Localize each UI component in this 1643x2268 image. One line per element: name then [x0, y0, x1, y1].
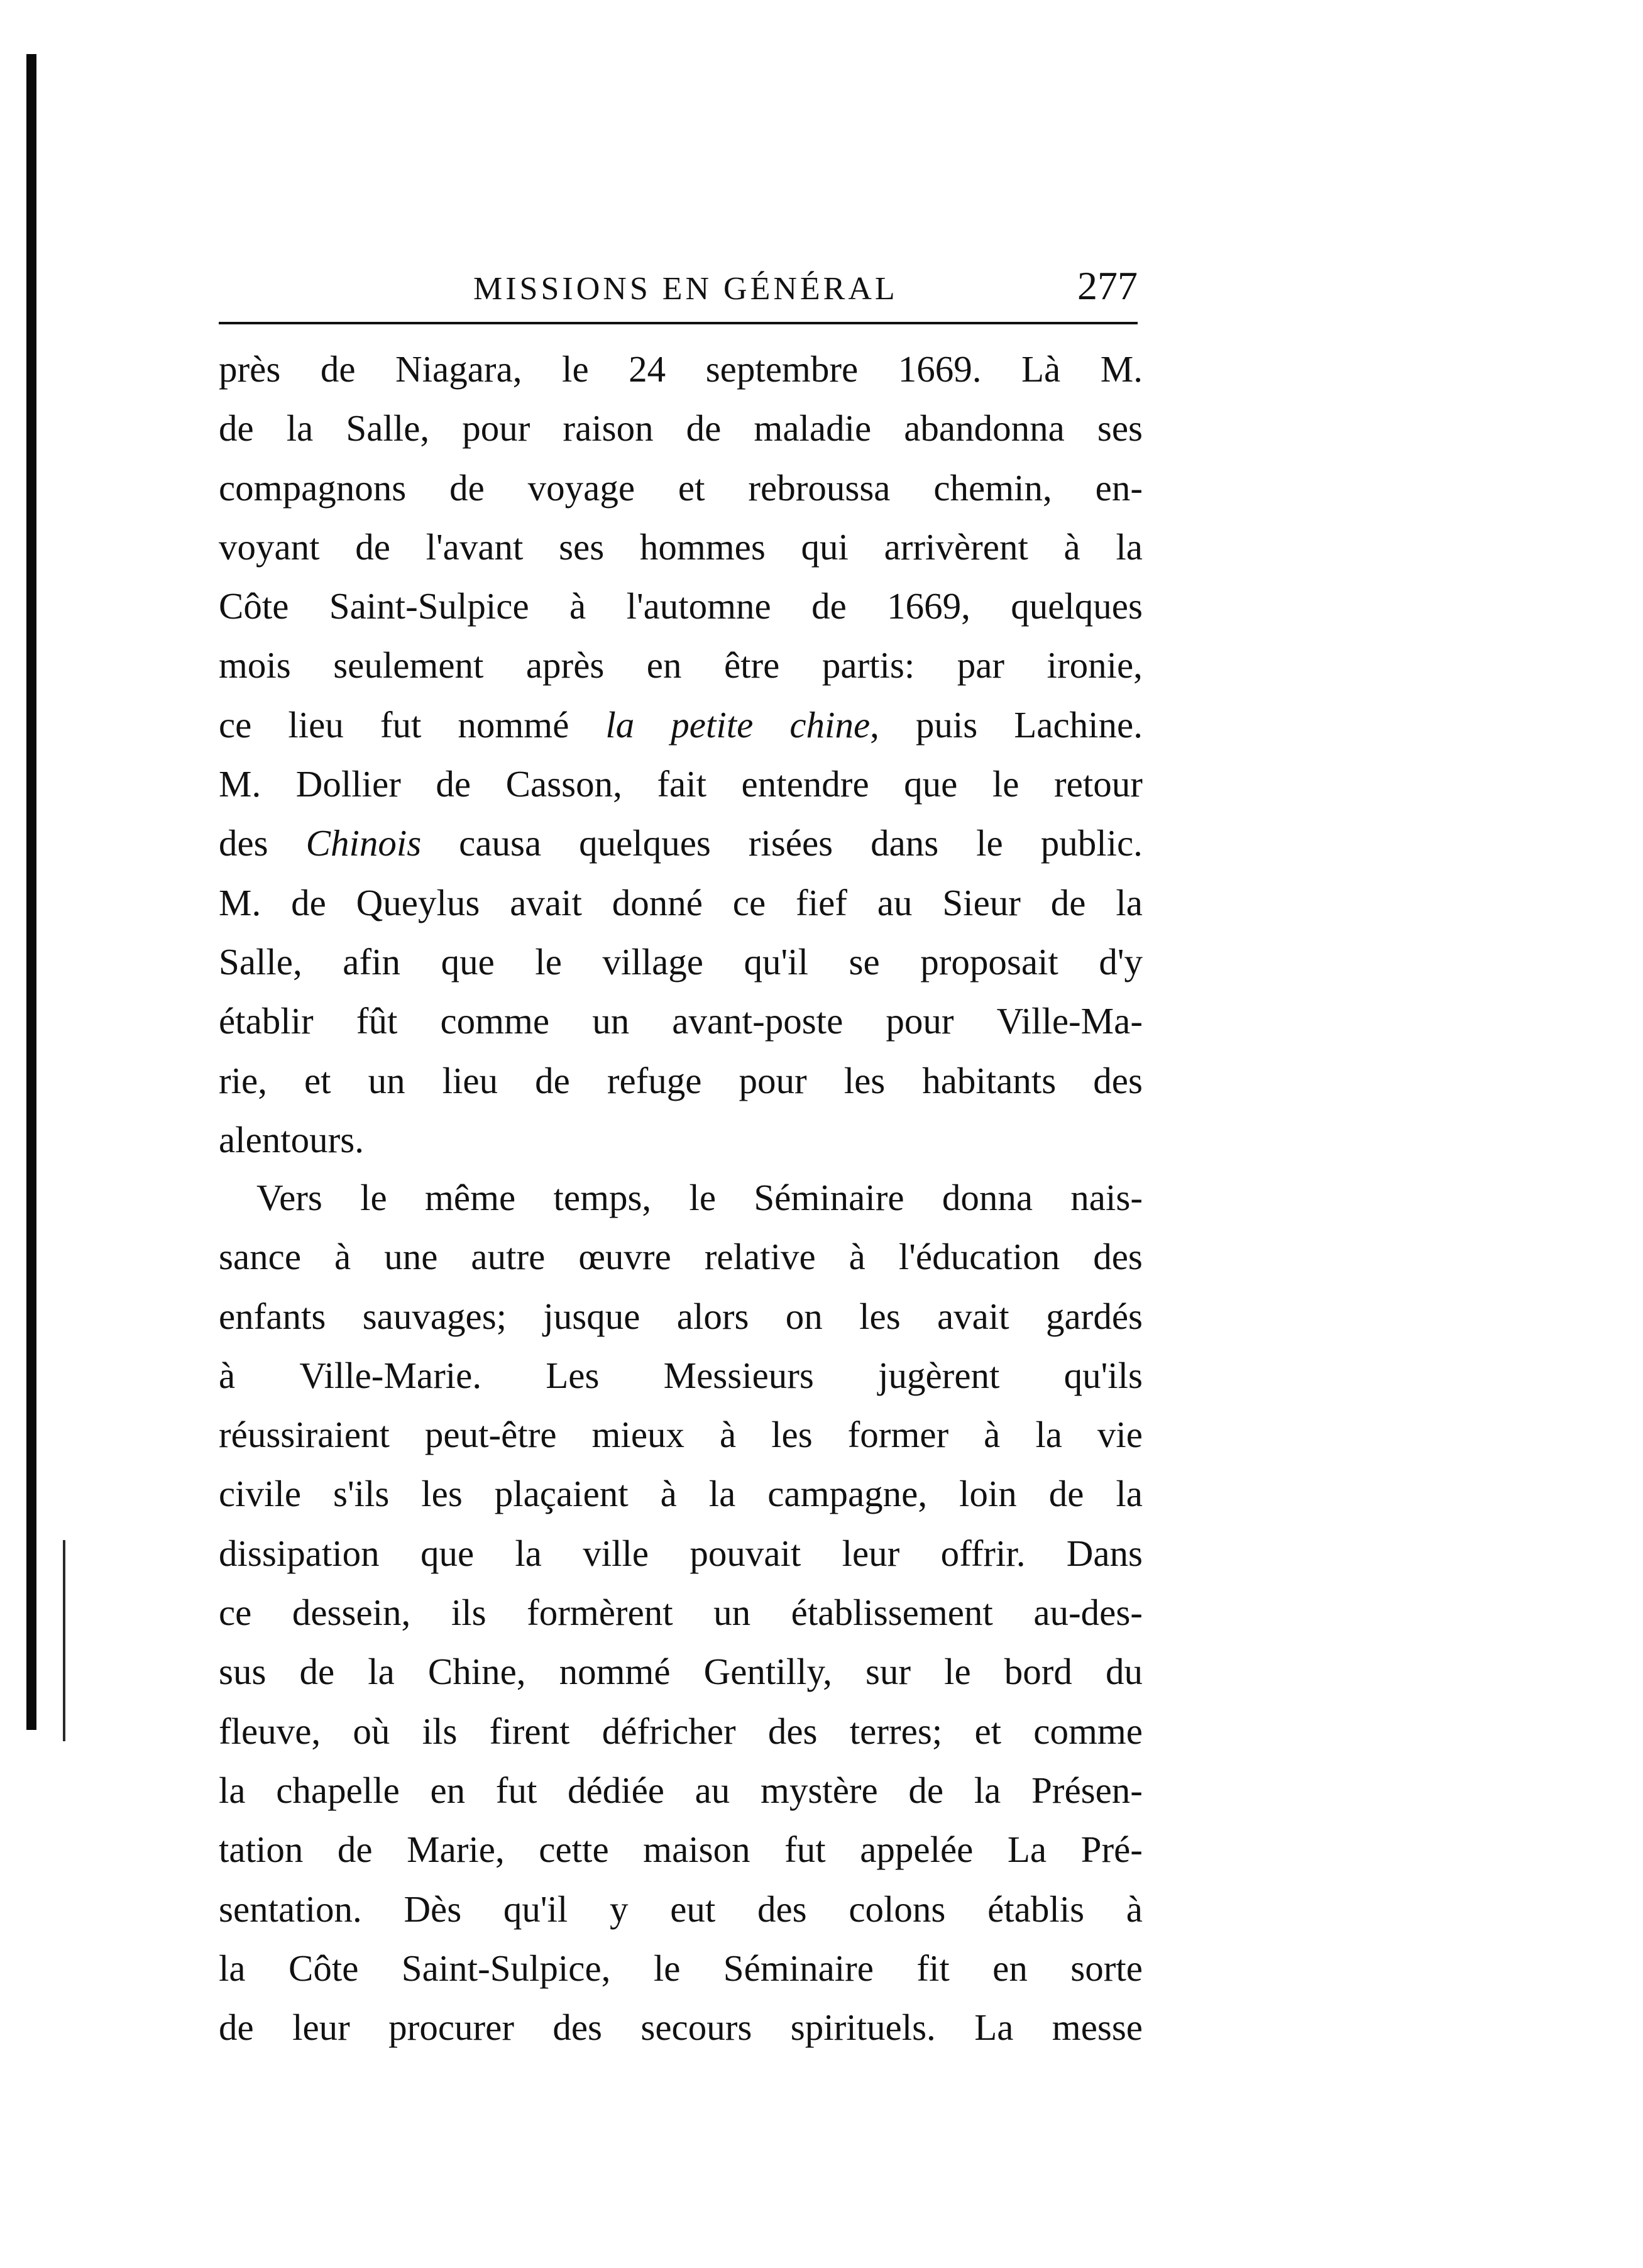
word: du: [1105, 1651, 1143, 1693]
word: la: [1116, 881, 1143, 923]
word: des: [552, 2007, 603, 2049]
word: former: [847, 1414, 949, 1456]
word: au-des-: [1033, 1592, 1143, 1634]
italic-text: petite: [671, 703, 754, 746]
word: chapelle: [276, 1769, 400, 1811]
word: de: [320, 348, 356, 390]
word: de: [219, 2007, 254, 2049]
paragraph-1: [219, 339, 1143, 1169]
word: le: [689, 1177, 717, 1218]
word: sance: [219, 1236, 302, 1278]
word: la: [1035, 1414, 1062, 1456]
word: 24: [629, 348, 666, 390]
word: à: [334, 1236, 351, 1278]
scan-edge-line: [63, 1540, 65, 1741]
word: tation: [219, 1829, 304, 1871]
word: chine,: [789, 703, 879, 746]
word: à: [849, 1236, 865, 1278]
word: loin: [959, 1473, 1017, 1515]
word: des: [1093, 1236, 1143, 1278]
word: le: [976, 822, 1003, 864]
word: Dans: [1066, 1532, 1143, 1574]
word: nommé: [559, 1651, 671, 1693]
word: les: [771, 1414, 813, 1456]
word: de: [291, 881, 326, 923]
word: puis: [915, 703, 978, 746]
word: fut: [495, 1769, 537, 1811]
word: leur: [842, 1532, 900, 1574]
word: habitants: [922, 1059, 1057, 1101]
word: rie,: [219, 1059, 267, 1101]
word: ses: [1097, 407, 1143, 449]
word: de: [337, 1829, 373, 1871]
word: de: [811, 585, 847, 627]
word: vie: [1097, 1414, 1143, 1456]
word: ce: [219, 1592, 252, 1634]
word: des: [757, 1888, 807, 1930]
word: pour: [739, 1059, 807, 1101]
word: M.: [1100, 348, 1143, 390]
word: peut-être: [424, 1414, 557, 1456]
word: ce: [219, 703, 252, 746]
word: à: [1126, 1888, 1143, 1930]
word: établissement: [791, 1592, 993, 1634]
word: qu'il: [503, 1888, 568, 1930]
word: au: [695, 1769, 730, 1811]
word: compagnons: [219, 466, 407, 509]
word: de: [299, 1651, 335, 1693]
word: la: [1116, 526, 1143, 568]
word: civile: [219, 1473, 302, 1515]
word: réussiraient: [219, 1414, 390, 1456]
word: des: [1093, 1059, 1143, 1101]
word: défricher: [602, 1710, 736, 1752]
word: établir: [219, 1000, 314, 1042]
word: gardés: [1046, 1295, 1143, 1337]
word: arrivèrent: [884, 526, 1028, 568]
word: Niagara,: [395, 348, 522, 390]
italic-text: Chinois: [305, 822, 422, 864]
word: Présen-: [1031, 1769, 1143, 1811]
text-line: [219, 339, 1143, 399]
word: Séminaire: [723, 1947, 874, 1989]
word: le: [360, 1177, 387, 1218]
word: près: [219, 348, 281, 390]
word: Queylus: [356, 881, 480, 923]
word: fût: [356, 1000, 398, 1042]
word: les: [859, 1295, 901, 1337]
word: une: [384, 1236, 438, 1278]
word: l'automne: [626, 585, 771, 627]
word: ils: [422, 1710, 458, 1752]
word: un: [592, 1000, 630, 1042]
word: fleuve,: [219, 1710, 321, 1752]
word: voyant: [219, 526, 320, 568]
word: le: [562, 348, 589, 390]
word: la: [708, 1473, 736, 1515]
word: leur: [292, 2007, 350, 2049]
word: sauvages;: [362, 1295, 507, 1337]
word: alors: [676, 1295, 749, 1337]
word: à: [569, 585, 586, 627]
text-line: [219, 813, 1143, 873]
word: de: [1050, 881, 1086, 923]
word: plaçaient: [494, 1473, 629, 1515]
word: partis:: [822, 644, 915, 686]
word: de: [436, 763, 471, 805]
word: que: [441, 940, 495, 983]
word: dans: [871, 822, 939, 864]
word: fief: [796, 881, 847, 923]
word: s'ils: [332, 1473, 390, 1515]
word: rebroussa: [748, 466, 891, 509]
word: Chine,: [427, 1651, 526, 1693]
word: bord: [1004, 1651, 1072, 1693]
word: La: [974, 2007, 1014, 2049]
text-line: [219, 1346, 1143, 1405]
word: même: [425, 1177, 516, 1218]
text-line: [219, 1642, 1143, 1701]
word: dessein,: [292, 1592, 411, 1634]
running-head: [219, 255, 1138, 317]
word: chemin,: [933, 466, 1052, 509]
word: la: [974, 1769, 1001, 1811]
word: lieu: [442, 1059, 498, 1101]
word: Casson,: [505, 763, 622, 805]
word: d'y: [1099, 940, 1143, 983]
text-line: [219, 1820, 1143, 1879]
italic-text: chine: [789, 703, 871, 746]
word: Vers: [256, 1177, 322, 1218]
text-line: [219, 991, 1143, 1050]
word: le: [535, 940, 562, 983]
word: M.: [219, 881, 261, 923]
word: fit: [916, 1947, 950, 1989]
word: pouvait: [690, 1532, 801, 1574]
word: M.: [219, 763, 261, 805]
word: se: [849, 940, 880, 983]
word: en: [646, 644, 682, 686]
word: Saint-Sulpice,: [401, 1947, 611, 1989]
text-line: [219, 1051, 1143, 1110]
word: Messieurs: [663, 1354, 814, 1396]
word: Dollier: [295, 763, 401, 805]
word: qu'il: [744, 940, 808, 983]
word: qui: [801, 526, 849, 568]
word: de: [355, 526, 390, 568]
word: public.: [1040, 822, 1143, 864]
word: la: [368, 1651, 395, 1693]
word: le: [944, 1651, 971, 1693]
word: firent: [489, 1710, 570, 1752]
word: dissipation: [219, 1532, 380, 1574]
word: offrir.: [940, 1532, 1026, 1574]
word: la: [219, 1769, 246, 1811]
word: sentation.: [219, 1888, 362, 1930]
word: la: [286, 407, 314, 449]
word: fut: [784, 1829, 826, 1871]
word: de: [219, 407, 254, 449]
word: Saint-Sulpice: [329, 585, 529, 627]
word: Lachine.: [1014, 703, 1143, 746]
text-line: [219, 695, 1143, 754]
word: on: [785, 1295, 823, 1337]
text-line: [219, 636, 1143, 695]
word: refuge: [607, 1059, 702, 1101]
word: de: [449, 466, 485, 509]
word: hommes: [639, 526, 766, 568]
word: la: [219, 1947, 246, 1989]
word: Côte: [288, 1947, 359, 1989]
word: quelques: [579, 822, 711, 864]
paragraph-2: [219, 1168, 1143, 2057]
word: au: [877, 881, 913, 923]
word: de: [908, 1769, 944, 1811]
word: terres;: [849, 1710, 943, 1752]
word: Dès: [404, 1888, 462, 1930]
word: enfants: [219, 1295, 326, 1337]
text-line: [219, 1227, 1143, 1286]
text-line: [219, 576, 1143, 636]
word: sur: [865, 1651, 911, 1693]
word: afin: [343, 940, 401, 983]
word: mystère: [760, 1769, 878, 1811]
word: Salle,: [219, 940, 302, 983]
word: Sieur: [942, 881, 1021, 923]
word: des: [219, 822, 268, 864]
word: Les: [546, 1354, 600, 1396]
text-line: [219, 1464, 1143, 1523]
word: l'éducation: [898, 1236, 1060, 1278]
word: pour: [462, 407, 530, 449]
text-line: [219, 1287, 1143, 1346]
word: Là: [1021, 348, 1061, 390]
word: comme: [1033, 1710, 1143, 1752]
word: où: [353, 1710, 390, 1752]
word: à: [219, 1354, 236, 1396]
word: temps,: [553, 1177, 652, 1218]
word: eut: [670, 1888, 716, 1930]
word: que: [420, 1532, 475, 1574]
text-line: [219, 1761, 1143, 1820]
word: le: [992, 763, 1019, 805]
word: à: [660, 1473, 677, 1515]
text-line: [219, 1583, 1143, 1642]
word: Ville-Ma-: [996, 1000, 1143, 1042]
word: Séminaire: [754, 1177, 904, 1218]
word: après: [525, 644, 605, 686]
word: avant-poste: [672, 1000, 843, 1042]
word: cette: [539, 1829, 609, 1871]
word: à: [719, 1414, 737, 1456]
word: secours: [640, 2007, 752, 2049]
word: appelée: [860, 1829, 974, 1871]
word: pour: [886, 1000, 954, 1042]
word: risées: [748, 822, 833, 864]
word: voyage: [527, 466, 635, 509]
word: 1669.: [898, 348, 982, 390]
word: dédiée: [568, 1769, 664, 1811]
word: messe: [1052, 2007, 1143, 2049]
word: maison: [643, 1829, 750, 1871]
word: Gentilly,: [703, 1651, 832, 1693]
word: seulement: [333, 644, 484, 686]
text-line: [219, 754, 1143, 813]
word: Ville-Marie.: [299, 1354, 482, 1396]
word: les: [421, 1473, 463, 1515]
word: y: [610, 1888, 629, 1930]
word: en: [992, 1947, 1028, 1989]
word: nommé: [458, 703, 569, 746]
word: de: [1048, 1473, 1084, 1515]
word: la: [515, 1532, 542, 1574]
word: être: [723, 644, 780, 686]
word: raison: [563, 407, 654, 449]
word: colons: [849, 1888, 946, 1930]
word: Pré-: [1080, 1829, 1143, 1871]
word: Salle,: [346, 407, 430, 449]
word: des: [767, 1710, 818, 1752]
word: ses: [559, 526, 605, 568]
word: comme: [440, 1000, 550, 1042]
word: formèrent: [527, 1592, 673, 1634]
word: donné: [612, 881, 703, 923]
word: [306, 813, 422, 873]
word: par: [957, 644, 1005, 686]
word: nais-: [1070, 1177, 1143, 1218]
word: jusque: [543, 1295, 640, 1337]
word: de: [686, 407, 722, 449]
text-line: [219, 517, 1143, 576]
running-title: MISSIONS EN GÉNÉRAL: [473, 271, 898, 307]
word: autre: [471, 1236, 546, 1278]
word: qu'ils: [1063, 1354, 1143, 1396]
word: sus: [219, 1651, 267, 1693]
word: établis: [987, 1888, 1085, 1930]
word: ce: [732, 881, 766, 923]
word: mois: [219, 644, 291, 686]
text-line: [219, 1168, 1143, 1227]
word: œuvre: [578, 1236, 671, 1278]
scan-edge-bar: [26, 54, 36, 1730]
word: Côte: [219, 585, 289, 627]
word: lieu: [288, 703, 344, 746]
word: quelques: [1011, 585, 1143, 627]
word: l'avant: [426, 526, 524, 568]
word: un: [368, 1059, 405, 1101]
word: fut: [380, 703, 422, 746]
word: avait: [510, 881, 582, 923]
text-line: [219, 1939, 1143, 1998]
word: ironie,: [1047, 644, 1143, 686]
word: retour: [1054, 763, 1143, 805]
word: les: [843, 1059, 886, 1101]
word: à: [1063, 526, 1080, 568]
word: à: [984, 1414, 1001, 1456]
word: donna: [942, 1177, 1033, 1218]
text-line: [219, 399, 1143, 458]
word: fait: [657, 763, 706, 805]
word: sorte: [1070, 1947, 1143, 1989]
text-line: [219, 1524, 1143, 1583]
word: proposait: [920, 940, 1058, 983]
word: jugèrent: [878, 1354, 1000, 1396]
word: avait: [937, 1295, 1009, 1337]
word: ils: [451, 1592, 486, 1634]
word: La: [1007, 1829, 1047, 1871]
word: et: [304, 1059, 331, 1101]
word: Marie,: [407, 1829, 505, 1871]
text-line: [219, 1110, 1143, 1169]
word: [605, 695, 634, 754]
word: que: [904, 763, 958, 805]
word: en-: [1095, 466, 1143, 509]
text-line: [219, 1998, 1143, 2057]
word: village: [602, 940, 703, 983]
word: causa: [459, 822, 542, 864]
page-number: 277: [1077, 263, 1138, 308]
word: mieux: [591, 1414, 685, 1456]
text-line: [219, 1880, 1143, 1939]
word: spirituels.: [790, 2007, 936, 2049]
word: ville: [583, 1532, 649, 1574]
word: campagne,: [767, 1473, 928, 1515]
word: en: [430, 1769, 466, 1811]
word: relative: [704, 1236, 816, 1278]
word: procurer: [388, 2007, 514, 2049]
word: un: [713, 1592, 751, 1634]
word: maladie: [754, 407, 872, 449]
text-line: [219, 1405, 1143, 1464]
text-line: [219, 873, 1143, 932]
word: [671, 695, 753, 754]
word: et: [974, 1710, 1002, 1752]
word: de: [535, 1059, 570, 1101]
text-line: [219, 932, 1143, 991]
italic-text: la: [605, 703, 635, 746]
word: entendre: [741, 763, 869, 805]
text-line: [219, 458, 1143, 517]
word: 1669,: [887, 585, 970, 627]
word: le: [653, 1947, 681, 1989]
word: septembre: [705, 348, 859, 390]
header-rule: [219, 322, 1138, 324]
word: et: [678, 466, 705, 509]
word: abandonna: [904, 407, 1065, 449]
word: la: [1116, 1473, 1143, 1515]
text-line: [219, 1702, 1143, 1761]
word: alentours.: [219, 1118, 365, 1160]
